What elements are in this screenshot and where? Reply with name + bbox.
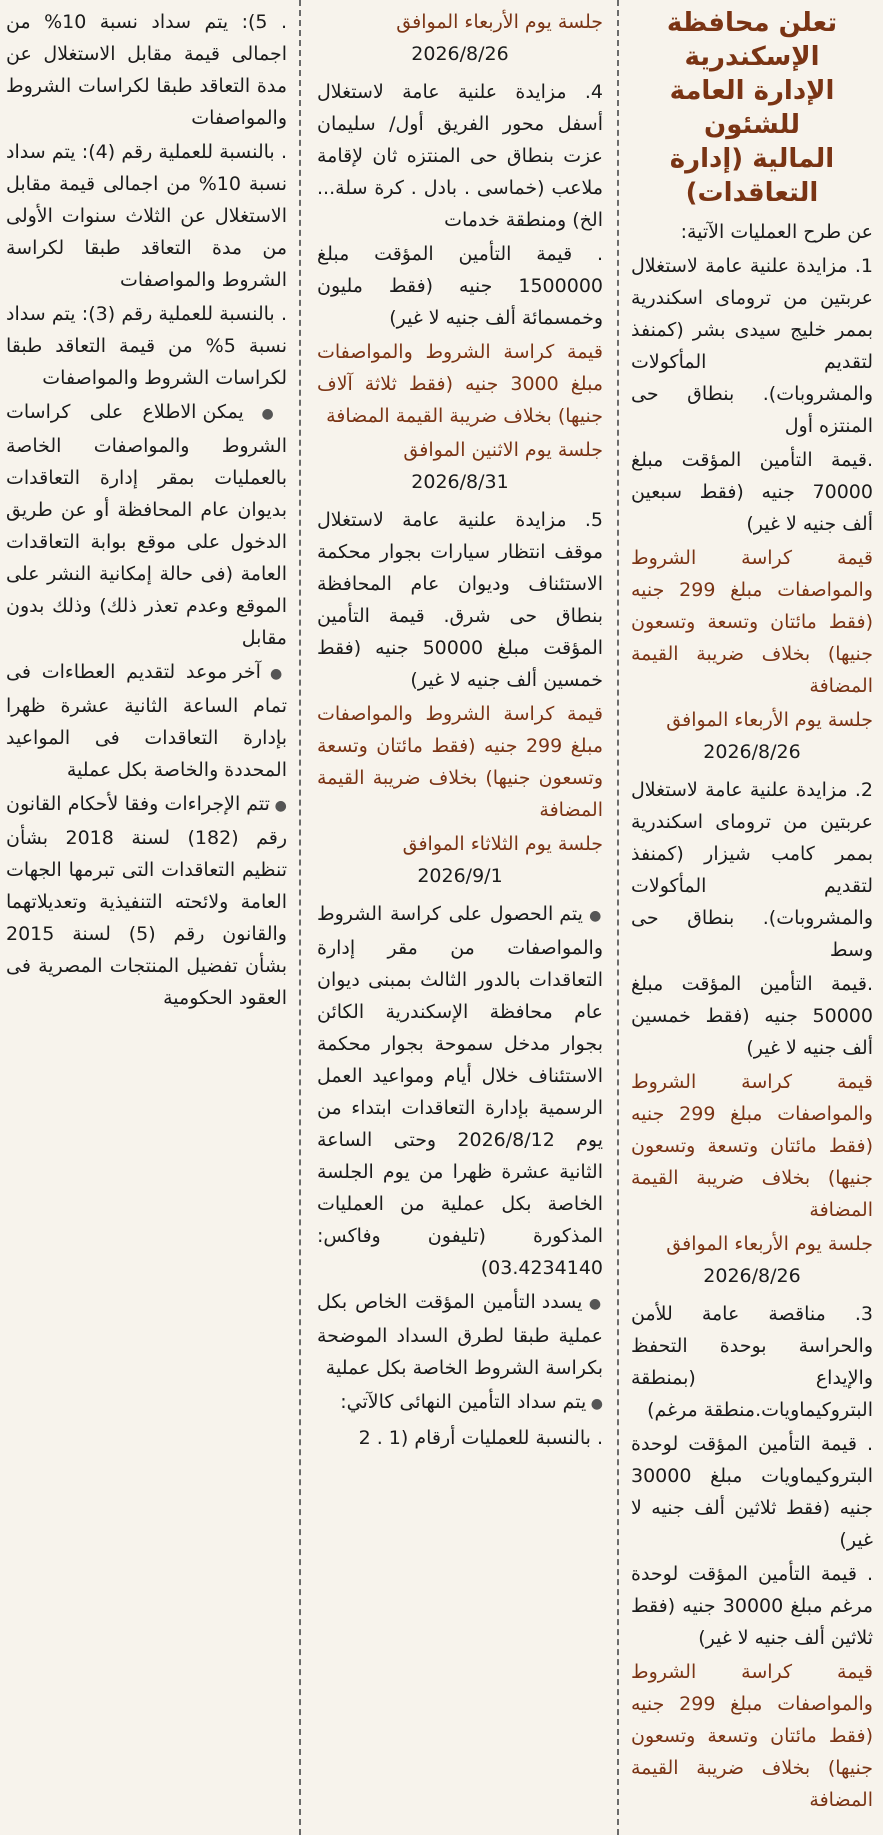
- item-2-booklet-price: قيمة كراسة الشروط والمواصفات مبلغ 299 جنيه (فقط مائتان وتسعة وتسعون جنيها) بخلاف ضريبة القيمة المضافة: [631, 1071, 873, 1221]
- insurance-payment-note: ● يسدد التأمين المؤقت الخاص بكل عملية طبقا لطرق السداد الموضحة بكراسة الشروط الخاصة بكل عملية: [317, 1286, 603, 1384]
- booklet-review-note: ● يمكن الاطلاع على كراسات الشروط والمواصفات الخاصة بالعمليات بمقر إدارة التعاقدات بديوان عام المحافظة أو عن طريق الدخول على موقع بوابة التعاقدات العامة (فى حالة إمكانية النشر على الموقع وعدم تعذر ذلك) وذلك بدون مقابل: [6, 396, 287, 654]
- item-3-insurance-marghem: . قيمة التأمين المؤقت لوحدة مرغم مبلغ 30000 جنيه (فقط ثلاثين ألف جنيه لا غير): [631, 1563, 873, 1649]
- item-1-date: 2026/8/26: [703, 741, 801, 763]
- item-5-session: جلسة يوم الثلاثاء الموافق: [402, 833, 603, 855]
- item-5-description: 5. مزايدة علنية عامة لاستغلال موقف انتظار سيارات بجوار محكمة الاستئناف وديوان عام المحافظة بنطاق حى شرق. قيمة التأمين المؤقت مبلغ 50000 جنيه (فقط خمسين ألف جنيه لا غير): [317, 509, 604, 691]
- intro-text: عن طرح العمليات الآتية:: [680, 221, 873, 243]
- item-4-booklet-price: قيمة كراسة الشروط والمواصفات مبلغ 3000 جنيه (فقط ثلاثة آلاف جنيها) بخلاف ضريبة القيمة المضافة: [317, 341, 604, 427]
- item-2-insurance: .قيمة التأمين المؤقت مبلغ 50000 جنيه (فقط خمسين ألف جنيه لا غير): [631, 973, 873, 1059]
- item-4-description: 4. مزايدة علنية عامة لاستغلال أسفل محور الفريق أول/ سليمان عزت بنطاق حى المنتزه ثان لإقامة ملاعب (خماسى . بادل . كرة سلة... الخ) ومنطقة خدمات: [317, 81, 603, 231]
- final-insurance-ops-line: . بالنسبة للعمليات أرقام (1 . 2: [358, 1427, 603, 1449]
- column-divider-2: [299, 0, 301, 1835]
- item-2-session: جلسة يوم الأربعاء الموافق: [666, 1233, 873, 1255]
- item-1-insurance: .قيمة التأمين المؤقت مبلغ 70000 جنيه (فقط سبعين ألف جنيه لا غير): [631, 449, 873, 535]
- item-2-description: 2. مزايدة علنية عامة لاستغلال عربتين من ترومای اسكندرية بممر كامب شيزار (كمنفذ لتقديم المأكولات والمشروبات). بنطاق حى وسط: [631, 779, 873, 961]
- booklet-purchase-note: ● يتم الحصول على كراسة الشروط والمواصفات من مقر إدارة التعاقدات بالدور الثالث بمبنى ديوان عام محافظة الإسكندرية الكائن بجوار مدخل سموحة بجوار محكمة الاستئناف خلال أيام ومواعيد العمل الرسمية بإدارة التعاقدات ابتداء من يوم 2026/8/12 وحتى الساعة الثانية عشرة ظهرا من يوم الجلسة الخاصة بكل عملية من العمليات المذكورة (تليفون وفاكس: 03.4234140): [317, 898, 603, 1284]
- final-insurance-op-3: . بالنسبة للعملية رقم (3): يتم سداد نسبة 5% من قيمة التعاقد طبقا لكراسات الشروط والمواصفات: [6, 303, 287, 389]
- column-divider-1: [617, 0, 619, 1835]
- final-insurance-note: ● يتم سداد التأمين النهائى كالآتي:: [317, 1386, 603, 1420]
- column-left: [0, 0, 295, 1835]
- title-line-3: المالية (إدارة التعاقدات): [669, 144, 835, 208]
- item-4-insurance: . قيمة التأمين المؤقت مبلغ 1500000 جنيه (فقط مليون وخمسمائة ألف جنيه لا غير): [317, 243, 603, 329]
- item-3-insurance-petrochemicals: . قيمة التأمين المؤقت لوحدة البتروكيماويات مبلغ 30000 جنيه (فقط ثلاثين ألف جنيه لا غير): [631, 1433, 873, 1551]
- item-4-date: 2026/8/31: [411, 471, 509, 493]
- item-4-session: جلسة يوم الاثنين الموافق: [403, 439, 603, 461]
- item-1-booklet-price: قيمة كراسة الشروط والمواصفات مبلغ 299 جنيه (فقط مائتان وتسعة وتسعون جنيها) بخلاف ضريبة القيمة المضافة: [631, 547, 873, 697]
- item-1-session: جلسة يوم الأربعاء الموافق: [666, 709, 873, 731]
- item-2-date: 2026/8/26: [703, 1265, 801, 1287]
- title-line-2: الإدارة العامة للشئون: [669, 76, 835, 140]
- item-3-session: جلسة يوم الأربعاء الموافق: [396, 11, 603, 33]
- item-3-description: 3. مناقصة عامة للأمن والحراسة بوحدة التحفظ والإيداع (بمنطقة البتروكيماويات.منطقة مرغم): [631, 1303, 873, 1421]
- item-3-booklet-price: قيمة كراسة الشروط والمواصفات مبلغ 299 جنيه (فقط مائتان وتسعة وتسعون جنيها) بخلاف ضريبة القيمة المضافة: [631, 1661, 873, 1811]
- item-1-description: 1. مزايدة علنية عامة لاستغلال عربتين من ترومای اسكندرية بممر خليج سيدى بشر (كمنفذ لتقديم المأكولات والمشروبات). بنطاق حى المنتزه أول: [631, 255, 873, 437]
- final-insurance-ops-1-2-5: . 5): يتم سداد نسبة 10% من اجمالى قيمة مقابل الاستغلال عن مدة التعاقد طبقا لكراسات الشروط والمواصفات: [6, 11, 288, 129]
- final-insurance-op-4: . بالنسبة للعملية رقم (4): يتم سداد نسبة 10% من اجمالى قيمة مقابل الاستغلال عن الثلاث سنوات الأولى من مدة التعاقد طبقا لكراسة الشروط والمواصفات: [6, 141, 287, 291]
- title-line-1: تعلن محافظة الإسكندرية: [666, 8, 838, 72]
- column-middle: [307, 0, 613, 1835]
- bid-deadline-note: ● آخر موعد لتقديم العطاءات فى تمام الساعة الثانية عشرة ظهرا بإدارة التعاقدات فى المواعيد المحددة والخاصة بكل عملية: [6, 656, 287, 786]
- column-right: [625, 0, 883, 1835]
- ad-title: [631, 6, 873, 210]
- item-5-date: 2026/9/1: [417, 865, 503, 887]
- item-3-date: 2026/8/26: [411, 43, 509, 65]
- item-5-booklet-price: قيمة كراسة الشروط والمواصفات مبلغ 299 جنيه (فقط مائتان وتسعة وتسعون جنيها) بخلاف ضريبة القيمة المضافة: [317, 703, 603, 821]
- legal-procedures-note: ● تتم الإجراءات وفقا لأحكام القانون رقم (182) لسنة 2018 بشأن تنظيم التعاقدات التى تبرمها الجهات العامة ولائحته التنفيذية وتعديلاتهما والقانون رقم (5) لسنة 2015 بشأن تفضيل المنتجات المصرية فى العقود الحكومية: [6, 788, 287, 1014]
